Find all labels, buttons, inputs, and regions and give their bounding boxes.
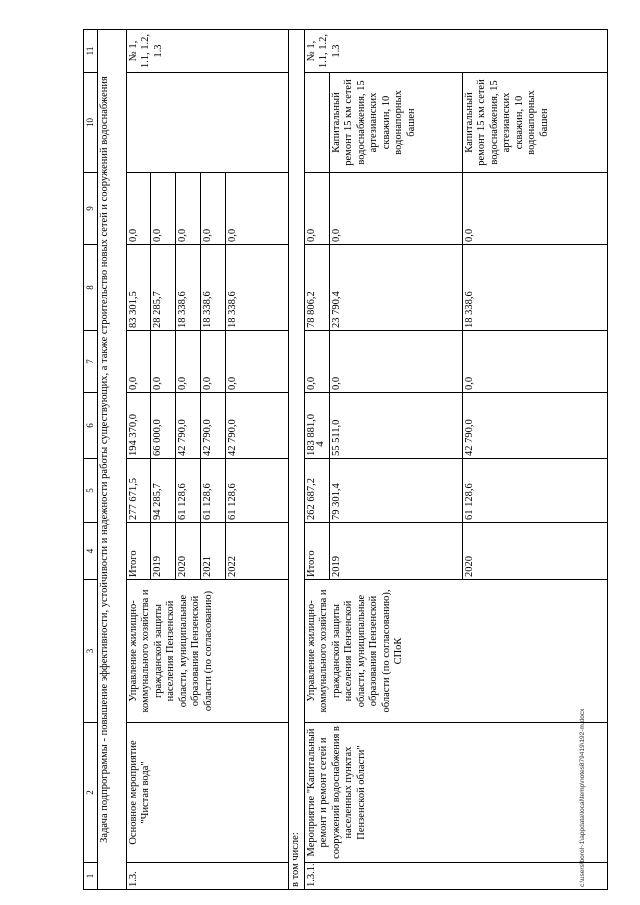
indicators-cell: № 1, 1.1, 1.2, 1.3: [126, 30, 289, 73]
year-cell: Итого: [126, 523, 151, 580]
col-number: 2: [84, 723, 98, 863]
col-number: 11: [84, 30, 98, 73]
event-name: Основное мероприятие "Чистая вода": [126, 723, 289, 863]
federal-cell: 42 790,0: [462, 393, 607, 459]
executor-text: Управление жилищно-коммунального хозяйства и гражданской защиты населения Пензенской области, муниципальные образования Пензенской области (по согласованию),: [305, 589, 392, 713]
year-cell: Итого: [304, 523, 329, 580]
row-number: 1.3.: [126, 863, 289, 890]
regional-cell: 0,0: [462, 331, 607, 393]
total-cell: 262 687,2: [304, 459, 329, 523]
year-cell: 2021: [201, 523, 226, 580]
row-1-3-1-line: [304, 30, 329, 890]
column-number-row: [84, 30, 98, 890]
federal-cell: 42 790,0: [226, 393, 289, 459]
regional-cell: 0,0: [201, 331, 226, 393]
other-cell: 0,0: [201, 173, 226, 245]
result-cell: [304, 73, 329, 173]
other-cell: 0,0: [126, 173, 151, 245]
col-number: 3: [84, 580, 98, 723]
total-cell: 61 128,6: [462, 459, 607, 523]
executor-extra: СПоК: [393, 637, 405, 665]
other-cell: 0,0: [462, 173, 607, 245]
municipal-cell: 78 806,2: [304, 245, 329, 331]
total-cell: 61 128,6: [176, 459, 201, 523]
regional-cell: 0,0: [304, 331, 329, 393]
col-number: 10: [84, 73, 98, 173]
year-cell: 2019: [151, 523, 176, 580]
executor: [304, 580, 607, 723]
total-cell: 94 285,7: [151, 459, 176, 523]
municipal-cell: 23 790,4: [329, 245, 462, 331]
federal-cell: 42 790,0: [201, 393, 226, 459]
year-cell: 2020: [462, 523, 607, 580]
regional-cell: 0,0: [226, 331, 289, 393]
row-number: 1.3.1.: [304, 863, 607, 890]
col-number: 7: [84, 331, 98, 393]
result-cell: [126, 73, 289, 173]
sub-label: в том числе:: [289, 30, 305, 890]
result-cell: Капитальный ремонт 15 км сетей водоснабжения, 15 артезианских скважин, 10 водонапорных башен: [462, 73, 607, 173]
col-number: 1: [84, 863, 98, 890]
year-cell: 2020: [176, 523, 201, 580]
col-number: 5: [84, 459, 98, 523]
federal-cell: 183 881,0: [304, 393, 329, 459]
executor: Управление жилищно-коммунального хозяйства и гражданской защиты населения Пензенской области, муниципальные образования Пензенской области (по согласованию): [126, 580, 289, 723]
regional-cell: 0,0: [176, 331, 201, 393]
result-cell: Капитальный ремонт 15 км сетей водоснабжения, 15 артезианских скважин, 10 водонапорных башен: [329, 73, 462, 173]
subheader-row: [289, 30, 305, 890]
federal-cell: 66 000,0: [151, 393, 176, 459]
municipal-cell: 83 301,5: [126, 245, 151, 331]
municipal-cell: 18 338,6: [201, 245, 226, 331]
col-number: 4: [84, 523, 98, 580]
page-number: 4: [314, 441, 326, 447]
year-cell: 2019: [329, 523, 462, 580]
regional-cell: 0,0: [126, 331, 151, 393]
other-cell: 0,0: [226, 173, 289, 245]
task-title-row: [97, 30, 126, 890]
federal-cell: 42 790,0: [176, 393, 201, 459]
total-cell: 61 128,6: [201, 459, 226, 523]
other-cell: 0,0: [329, 173, 462, 245]
federal-cell: 55 511,0: [329, 393, 462, 459]
year-cell: 2022: [226, 523, 289, 580]
total-cell: 79 301,4: [329, 459, 462, 523]
col-number: 6: [84, 393, 98, 459]
indicators-cell: № 1, 1.1, 1.2, 1.3: [304, 30, 607, 73]
other-cell: 0,0: [304, 173, 329, 245]
task-title: Задача подпрограммы - повышение эффективности, устойчивости и надежности работы существующих, а также строительство новых сетей и сооружений водоснабжения: [97, 30, 126, 890]
program-table: [83, 29, 608, 890]
col-number: 8: [84, 245, 98, 331]
municipal-cell: 28 285,7: [151, 245, 176, 331]
regional-cell: 0,0: [329, 331, 462, 393]
regional-cell: 0,0: [151, 331, 176, 393]
total-cell: 61 128,6: [226, 459, 289, 523]
municipal-cell: 18 338,6: [226, 245, 289, 331]
municipal-cell: 18 338,6: [176, 245, 201, 331]
other-cell: 0,0: [176, 173, 201, 245]
event-name: Мероприятие "Капитальный ремонт и ремонт сетей и сооружений водоснабжения в населенных пунктах Пензенской области": [304, 723, 607, 863]
col-number: 9: [84, 173, 98, 245]
rotated-table-wrapper: [83, 30, 608, 890]
other-cell: 0,0: [151, 173, 176, 245]
row-1-3-line: [126, 30, 151, 890]
total-cell: 277 671,5: [126, 459, 151, 523]
federal-cell: 194 370,0: [126, 393, 151, 459]
municipal-cell: 18 338,6: [462, 245, 607, 331]
